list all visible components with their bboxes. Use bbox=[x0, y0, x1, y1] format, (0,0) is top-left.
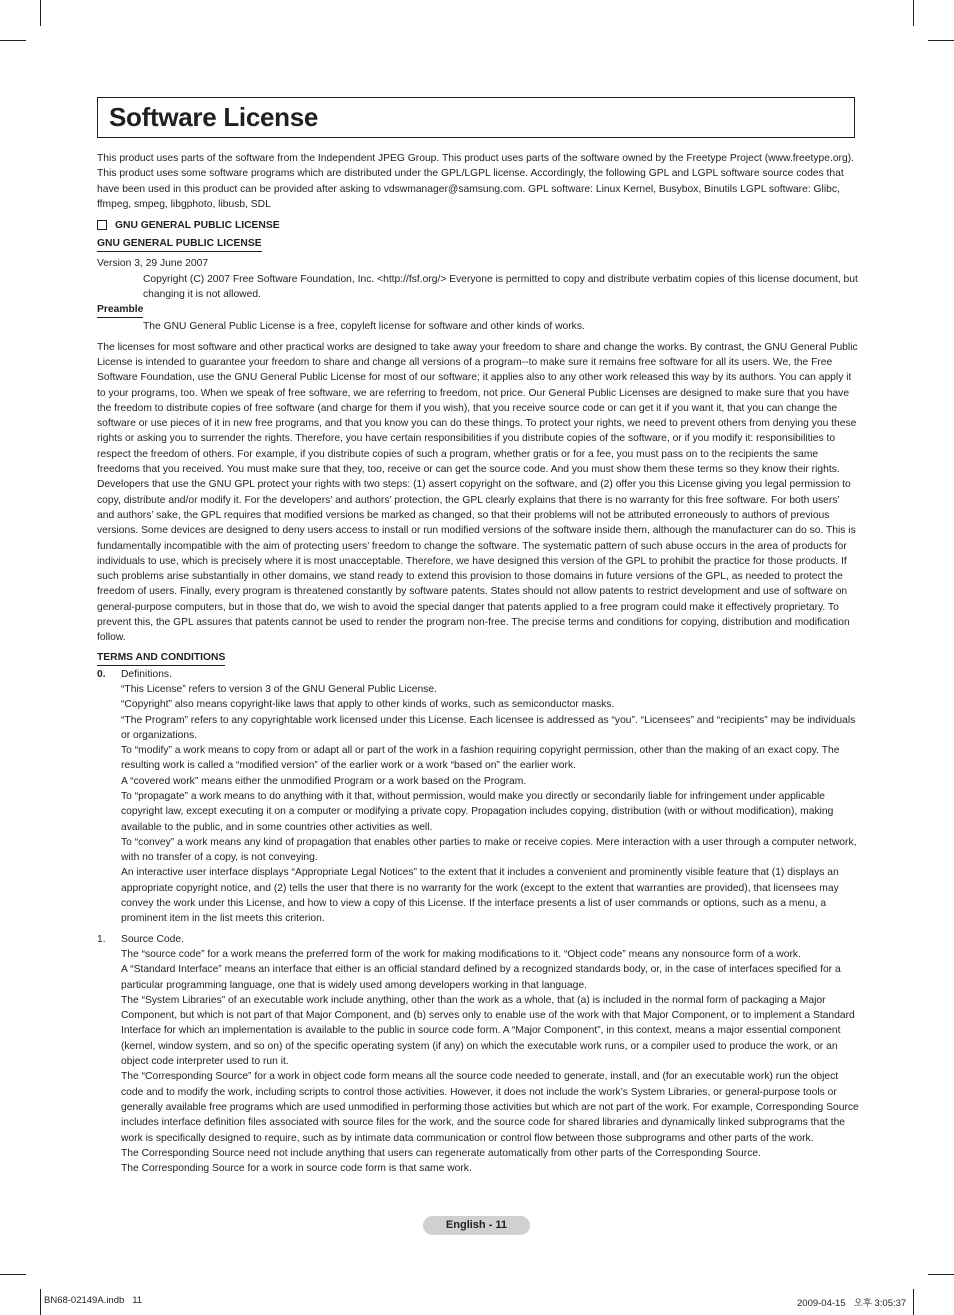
version-line: Version 3, 29 June 2007 bbox=[97, 258, 209, 270]
print-slug-file: BN68-02149A.indb 11 bbox=[44, 1295, 143, 1306]
intro-paragraph: This product uses parts of the software from the Independent JPEG Group. This product uses parts of the software owned by the Freetype Project (www.freetype.org). This product uses some software programs which are distributed under the GPL/LGPL license. Accordingly, the following GPL and LGPL software source codes that have been used in this product can be provided after asking to vdswmanager@samsung.com. GPL software: Linux Kernel, Busybox, Binutils LGPL software: Glibc, ffmpeg, smpeg, libgphoto, libusb, SDL bbox=[97, 153, 855, 210]
license-heading: GNU GENERAL PUBLIC LICENSE bbox=[97, 237, 262, 252]
crop-mark bbox=[40, 1289, 41, 1315]
section-paragraph: A “covered work” means either the unmodified Program or a work based on the Program. bbox=[121, 775, 527, 787]
checkbox-bullet-icon bbox=[97, 220, 107, 230]
section-paragraph: The Corresponding Source for a work in source code form is that same work. bbox=[121, 1163, 472, 1175]
section-number: 1. bbox=[97, 933, 106, 945]
section-title: Source Code. bbox=[121, 933, 184, 945]
crop-mark bbox=[913, 1289, 914, 1315]
page-number-badge: English - 11 bbox=[423, 1216, 530, 1235]
section-paragraph: The “System Libraries” of an executable work include anything, other than the work as a whole, that (a) is included in the normal form of packaging a Major Component, but which is not part of that Major Component, and (b) serves only to enable use of the work with that Major Component, or to implement a Standard Interface for which an implementation is available to the public in source code form. A “Major Component”, in this context, means a major essential component (kernel, window system, and so on) of the specific operating system (if any) on which the executable work runs, or a compiler used to produce the work, or an object code interpreter used to run it. bbox=[121, 994, 855, 1068]
section-number: 0. bbox=[97, 668, 106, 680]
crop-mark bbox=[0, 40, 26, 41]
crop-mark bbox=[40, 0, 41, 26]
section-paragraph: To “modify” a work means to copy from or adapt all or part of the work in a fashion requiring copyright permission, other than the making of an exact copy. The resulting work is called a “modified version” of the earlier work or a work “based on” the earlier work. bbox=[121, 745, 840, 772]
crop-mark bbox=[928, 1274, 954, 1275]
section-paragraph: The “source code” for a work means the preferred form of the work for making modifications to it. “Object code” means any nonsource form of a work. bbox=[121, 948, 801, 960]
section-paragraph: An interactive user interface displays “Appropriate Legal Notices” to the extent that it includes a convenient and prominently visible feature that (1) displays an appropriate copyright notice, and (2) tells the user that there is no warranty for the work (except to the extent that warranties are provided), that licensees may convey the work under this License, and how to view a copy of this License. If the interface presents a list of user commands or options, such as a menu, a prominent item in the list meets this criterion. bbox=[121, 867, 839, 925]
document-body bbox=[97, 151, 859, 1176]
crop-mark bbox=[0, 1274, 26, 1275]
title-box bbox=[97, 97, 855, 138]
bullet-heading bbox=[97, 218, 859, 233]
section-1 bbox=[97, 932, 859, 1177]
terms-heading: TERMS AND CONDITIONS bbox=[97, 651, 225, 666]
section-paragraph: “Copyright” also means copyright-like laws that apply to other kinds of works, such as semiconductor masks. bbox=[121, 699, 615, 711]
section-paragraph: “The Program” refers to any copyrightable work licensed under this License. Each licensee is addressed as “you”. “Licensees” and “recipients” may be individuals or organizations. bbox=[121, 714, 856, 741]
section-paragraph: To “propagate” a work means to do anything with it that, without permission, would make you directly or secondarily liable for infringement under applicable copyright law, except executing it on a computer or modifying a private copy. Propagation includes copying, distribution (with or without modification), making available to the public, and in some countries other activities as well. bbox=[121, 790, 834, 833]
preamble-body: The licenses for most software and other practical works are designed to take away your freedom to share and change the works. By contrast, the GNU General Public License is intended to guarantee your freedom to share and change all versions of a program--to make sure it remains free software for all its users. We, the Free Software Foundation, use the GNU General Public License for most of our software; it applies also to any other work released this way by its authors. You can apply it to your programs, too. When we speak of free software, we are referring to freedom, not price. Our General Public Licenses are designed to make sure that you have the freedom to distribute copies of free software (and charge for them if you wish), that you receive source code or can get it if you want it, that you can change the software or use pieces of it in new free programs, and that you know you can do these things. To protect your rights, we need to prevent others from denying you these rights or asking you to surrender the rights. Therefore, you have certain responsibilities if you distribute copies of the software, or if you modify it: responsibilities to respect the freedom of others. For example, if you distribute copies of such a program, whether gratis or for a fee, you must pass on to the recipients the same freedoms that you received. You must make sure that they, too, receive or can get the source code. And you must show them these terms so they know their rights. Developers that use the GNU GPL protect your rights with two steps: (1) assert copyright on the software, and (2) offer you this License giving you legal permission to copy, distribute and/or modify it. For the developers’ and authors’ protection, the GPL clearly explains that there is no warranty for this free software. For both users’ and authors’ sake, the GPL requires that modified versions be marked as changed, so that their problems will not be attributed erroneously to authors of previous versions. Some devices are designed to deny users access to install or run modified versions of the software inside them, although the manufacturer can do so. This is fundamentally incompatible with the aim of protecting users’ freedom to change the software. The systematic pattern of such abuse occurs in the area of products for individuals to use, which is precisely where it is most unacceptable. Therefore, we have designed this version of the GPL to prohibit the practice for those products. If such problems arise substantially in other domains, we stand ready to extend this provision to those domains in future versions of the GPL, as needed to protect the freedom of users. Finally, every program is threatened constantly by software patents. States should not allow patents to restrict development and use of software on general-purpose computers, but in those that do, we wish to avoid the special danger that patents applied to a free program could make it effectively proprietary. To prevent this, the GPL assures that patents cannot be used to render the program non-free. The precise terms and conditions for copying, distribution and modification follow. bbox=[97, 341, 858, 644]
section-paragraph: The “Corresponding Source” for a work in object code form means all the source code needed to generate, install, and (for an executable work) run the object code and to modify the work, including scripts to control those activities. However, it does not include the work’s System Libraries, or general-purpose tools or generally available free programs which are used unmodified in performing those activities but which are not part of the work. For example, Corresponding Source includes interface definition files associated with source files for the work, and the source code for shared libraries and dynamically linked subprograms that the work is specifically designed to require, such as by intimate data communication or control flow between those subprograms and other parts of the work. bbox=[121, 1071, 859, 1144]
crop-mark bbox=[928, 40, 954, 41]
section-paragraph: “This License” refers to version 3 of the GNU General Public License. bbox=[121, 683, 437, 695]
copyright-text: Copyright (C) 2007 Free Software Foundation, Inc. <http://fsf.org/> Everyone is permitted to copy and distribute verbatim copies of this license document, but changing it is not allowed. bbox=[143, 273, 858, 301]
page-title: Software License bbox=[109, 102, 319, 132]
bullet-heading-text: GNU GENERAL PUBLIC LICENSE bbox=[115, 220, 280, 232]
section-title: Definitions. bbox=[121, 668, 172, 680]
print-slug-date: 2009-04-15 오후 3:05:37 bbox=[797, 1298, 907, 1309]
section-paragraph: A “Standard Interface” means an interface that either is an official standard defined by a recognized standards body, or, in the case of interfaces specified for a particular programming language, one that is widely used among developers working in that language. bbox=[121, 964, 841, 991]
section-0 bbox=[97, 667, 859, 927]
preamble-heading: Preamble bbox=[97, 303, 143, 318]
preamble-first: The GNU General Public License is a free, copyleft license for software and other kinds of works. bbox=[143, 321, 585, 333]
section-paragraph: The Corresponding Source need not include anything that users can regenerate automatically from other parts of the Corresponding Source. bbox=[121, 1147, 761, 1159]
crop-mark bbox=[913, 0, 914, 26]
section-paragraph: To “convey” a work means any kind of propagation that enables other parties to make or receive copies. Mere interaction with a user through a computer network, with no transfer of a copy, is not conveying. bbox=[121, 836, 857, 864]
